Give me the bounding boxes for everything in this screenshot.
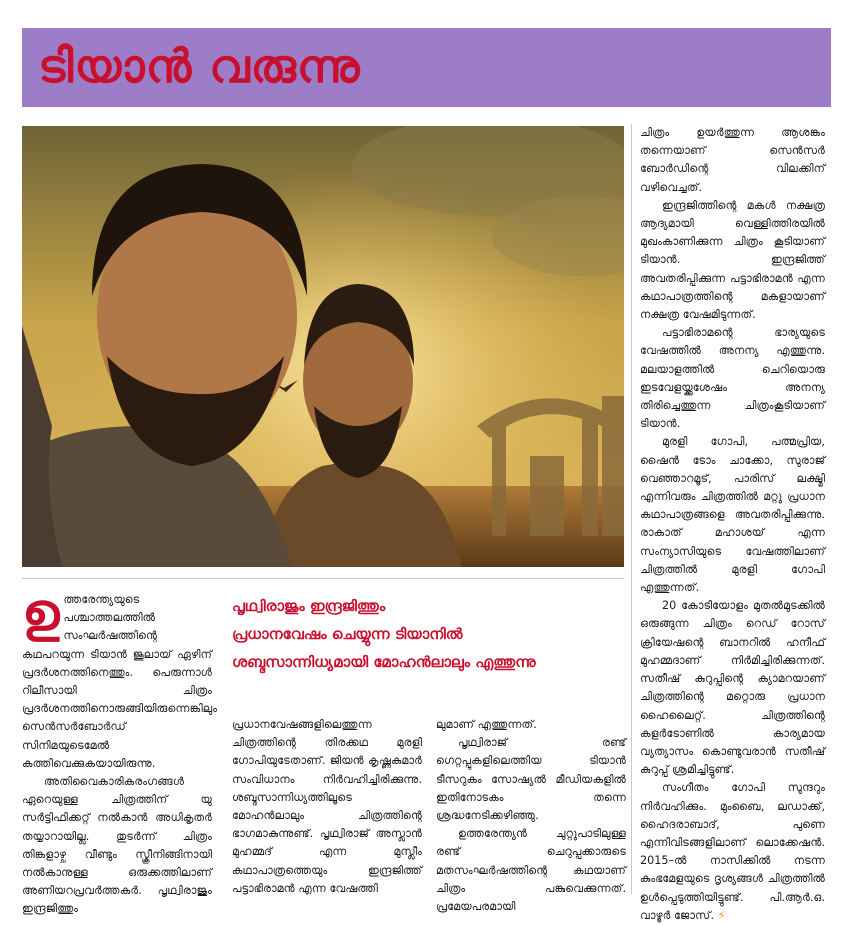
pull-quote	[232, 592, 624, 676]
column-divider	[631, 124, 632, 894]
lead-paragraph	[22, 583, 218, 773]
film-still-photo	[22, 126, 624, 567]
body-paragraph: ഉത്തരേന്ത്യൻ ചുറ്റുപാടിലുള്ള രണ്ട് ചെറുപ്പക്കാരുടെ മതസംഘർഷത്തിന്റെ കഥയാണ് ചിത്രം പങ്കുവെക്കുന്നത്. പ്രമേയപരമായി	[436, 827, 626, 914]
pull-quote-line: ശബ്ദസാന്നിധ്യമായി മോഹൻലാലും എത്തുന്നു	[232, 653, 536, 671]
body-paragraph: പട്ടാഭിരാമന്റെ ഭാര്യയുടെ വേഷത്തിൽ അനന്യ എത്തുന്നു. മലയാളത്തിൽ ചെറിയൊരു ഇടവേളയ്ക്കുശേഷം അനന്യ തിരിച്ചെത്തുന്ന ചിത്രംകൂടിയാണ് ടിയാൻ.	[640, 326, 825, 431]
film-still-illustration	[22, 126, 624, 567]
body-paragraph: ചിത്രം ഉയർത്തുന്ന ആശങ്കം തന്നെയാണ് സെൻസർ ബോർഡിന്റെ വിലക്കിന് വഴിവെച്ചത്.	[640, 126, 825, 194]
pull-quote-line: പൃഥ്വിരാജും ഇന്ദ്രജിത്തും	[232, 597, 386, 615]
body-paragraph: പൃഥ്വിരാജ് രണ്ട് ഗെറ്റപ്പുകളിലെത്തിയ ടിയാൻ ടീസറുകം സോഷ്യൽ മീഡിയകളിൽ ഇതിനോടകം തന്നെ ശ്രദ്ധനേടിക്കഴിഞ്ഞു.	[436, 736, 626, 823]
body-paragraph: ലുമാണ് എത്തുന്നത്.	[436, 718, 537, 731]
pull-quote-line: പ്രധാനവേഷം ചെയ്യുന്ന ടിയാനിൽ	[232, 625, 463, 643]
body-paragraph: അതിവൈകാരികരംഗങ്ങൾ ഏറെയുള്ള ചിത്രത്തിന് യു സർട്ടിഫിക്കറ്റ് നൽകാൻ അധികൃതർ തയ്യാറായില്ല. തുടർന്ന് ചിത്രം തിങ്കളാഴ്ച വീണ്ടും സ്ക്രീനിങ്ങിനായി നൽകാനുള്ള ഒരുക്കത്തിലാണ് അണിയറപ്രവർത്തകർ. പൃഥ്വിരാജും ഇന്ദ്രജിത്തും	[22, 775, 212, 916]
body-column-right	[640, 124, 825, 925]
body-column-3	[436, 716, 626, 916]
lead-text: ത്തരേന്ത്യയുടെ പശ്ചാത്തലത്തിൽ സംഘർഷത്തിന്റെ കഥപറയുന്ന ടിയാൻ ജൂലായ് ഏഴിന് പ്രദർശനത്തിനെത്തും. പെരുന്നാൾ റിലീസായി ചിത്രം പ്രദർശനത്തിനൊരുങ്ങിയിരുന്നെങ്കിലും സെൻസർബോർഡ് സിനിമയുടെമേൽ കത്തിവെക്കുകയായിരുന്നു.	[22, 593, 218, 770]
headline-banner	[22, 28, 831, 107]
end-mark-icon: ⚡	[717, 908, 726, 922]
body-paragraph: പ്രധാനവേഷങ്ങളിലെത്തുന്ന ചിത്രത്തിന്റെ തിരക്കഥ മുരളി ഗോപിയുടേതാണ്. ജിയൻ കൃഷ്ണകുമാർ സംവിധാനം നിർവഹിച്ചിരിക്കുന്നു. ശബ്ദസാന്നിധ്യത്തിലൂടെ മോഹൻലാലും ചിത്രത്തിന്റെ ഭാഗമാകുന്നുണ്ട്. പൃഥ്വിരാജ് അസ്ലാൻ മുഹമ്മദ് എന്ന മുസ്ലീം കഥാപാത്രത്തെയും ഇന്ദ്രജിത്ത് പട്ടാഭിരാമൻ എന്ന വേഷത്തി	[232, 718, 422, 895]
section-divider	[22, 578, 624, 579]
body-paragraph: ഇന്ദ്രജിത്തിന്റെ മകൾ നക്ഷത്ര ആദ്യമായി വെള്ളിത്തിരയിൽ മുഖംകാണിക്കുന്ന ചിത്രം കൂടിയാണ് ടിയാൻ. ഇന്ദ്രജിത്ത് അവതരിപ്പിക്കുന്ന പട്ടാഭിരാമൻ എന്ന കഥാപാത്രത്തിന്റെ മകളായാണ് നക്ഷത്ര വേഷമിടുന്നത്.	[640, 198, 825, 322]
body-paragraph	[640, 779, 825, 925]
headline: ടിയാൻ വരുന്നു	[38, 39, 361, 93]
drop-cap: ഉ	[22, 583, 60, 643]
body-column-2	[232, 716, 422, 898]
lead-column	[22, 583, 218, 919]
body-paragraph: മുരളി ഗോപി, പത്മപ്രിയ, ഷൈൻ ടോം ചാക്കോ, സുരാജ് വെഞ്ഞാറമൂട്, പാരിസ് ലക്ഷ്മി എന്നിവരും ചിത്രത്തിൽ മറ്റു പ്രധാന കഥാപാത്രങ്ങളെ അവതരിപ്പിക്കുന്നു. രാകാത് മഹാശയ് എന്ന സംന്യാസിയുടെ വേഷത്തിലാണ് ചിത്രത്തിൽ മുരളി ഗോപി എത്തുന്നത്.	[640, 435, 825, 595]
body-paragraph: 20 കോടിയോളം മുതൽമുടക്കിൽ ഒരുങ്ങുന്ന ചിത്രം റെഡ് റോസ് ക്രിയേഷന്റെ ബാനറിൽ ഹനീഫ് മുഹമ്മദാണ് നിർമിച്ചിരിക്കുന്നത്. സതീഷ് കുറുപ്പിന്റെ ക്യാമറയാണ് ചിത്രത്തിന്റെ മറ്റൊരു പ്രധാന ഹൈലൈറ്റ്. ചിത്രത്തിന്റെ കളർടോണിൽ കാര്യമായ വ്യത്യാസം കൊണ്ടുവരാൻ സതീഷ് കുറുപ്പ് ശ്രമിച്ചിട്ടുണ്ട്.	[640, 599, 825, 777]
closing-text: സംഗീതം ഗോപി സുന്ദറും നിർവഹിക്കും. മുംബൈ, ലഡാക്ക്, ഹൈദരാബാദ്, പുണെ എന്നിവിടങ്ങളിലാണ് ലൊക്കേഷൻ. 2015–ൽ നാസിക്കിൽ നടന്ന കുംഭമേളയുടെ ദൃശ്യങ്ങൾ ചിത്രത്തിൽ ഉൾപ്പെടുത്തിയിട്ടുണ്ട്. പി.ആർ.ഒ. വാഴൂർ ജോസ്.	[640, 781, 825, 922]
